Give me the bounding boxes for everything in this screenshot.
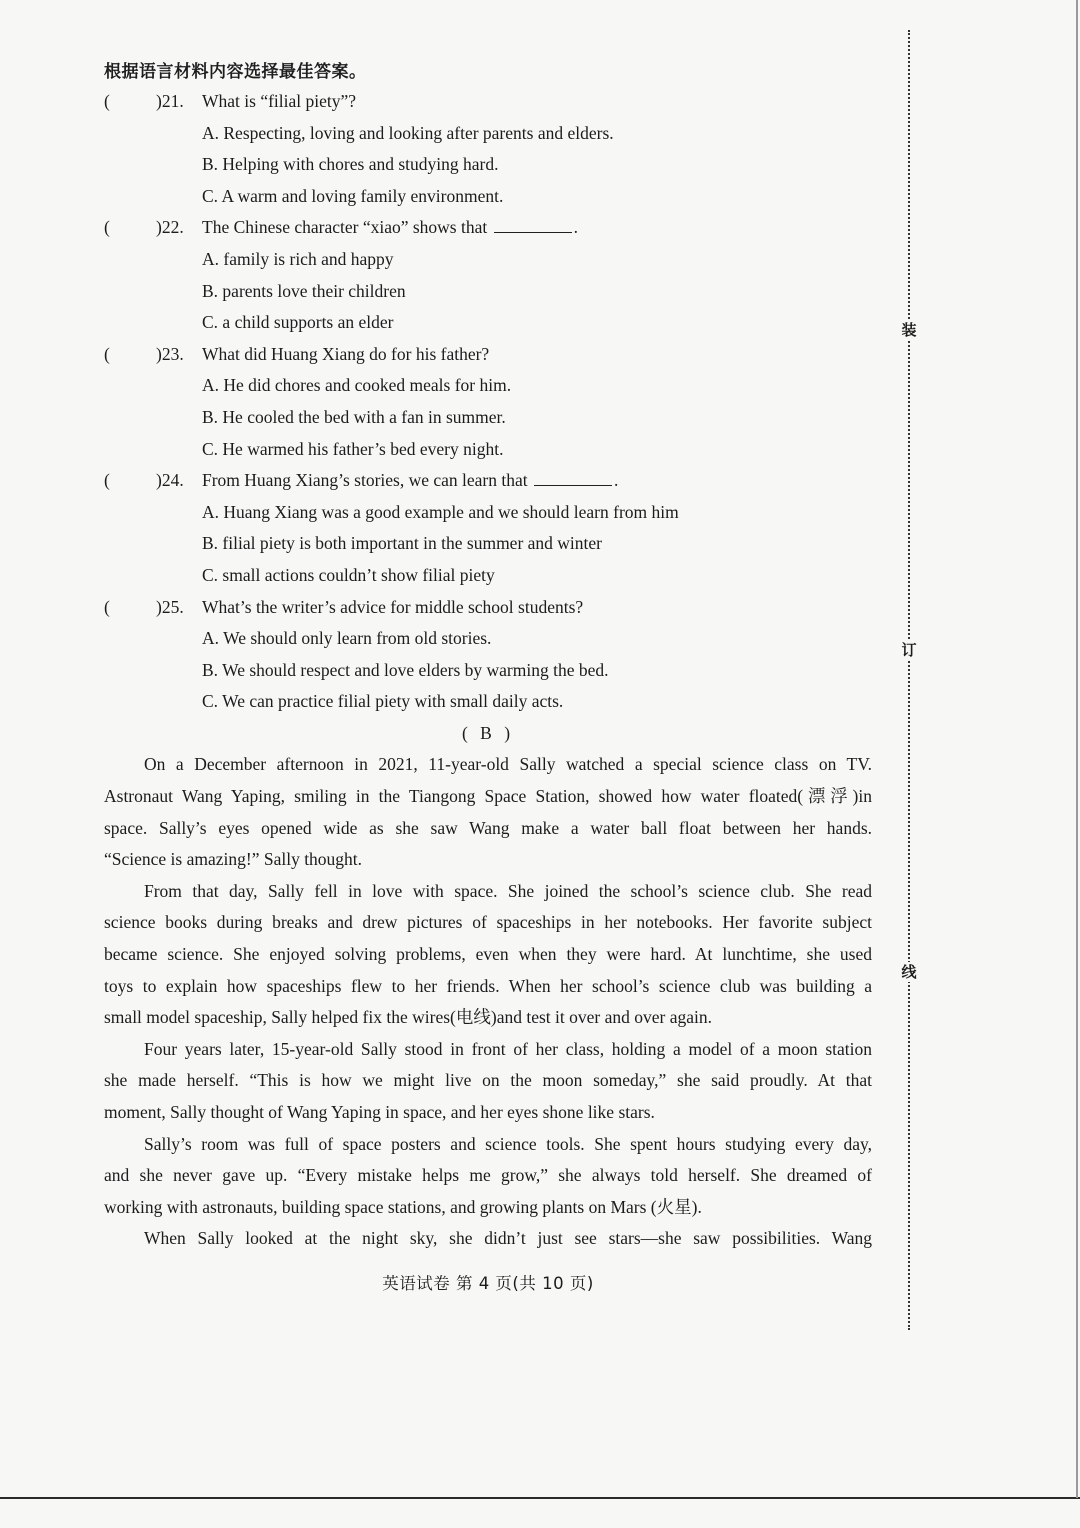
question-stem-row [104, 465, 872, 497]
page-content [104, 58, 872, 1255]
answer-option: C. small actions couldn’t show filial piety [202, 564, 495, 585]
answer-paren-open: ( [104, 596, 110, 617]
answer-option: B. parents love their children [202, 280, 406, 301]
question-stem: The Chinese character “xiao” shows that [202, 217, 488, 238]
passage-line: space. Sally’s eyes opened wide as she saw Wang make a water ball float between her hands. [104, 817, 872, 838]
binding-mark-xian: 线 [901, 963, 917, 981]
passage-paragraph [104, 1223, 872, 1255]
question-stem-row [104, 86, 872, 118]
question-stem-end: . [614, 470, 619, 491]
passage-line: toys to explain how spaceships flew to her friends. When her school’s science club was building a [104, 975, 872, 996]
passage-line: she made herself. “This is how we might live on the moon someday,” she said proudly. At that [104, 1070, 872, 1091]
passage-line: became science. She enjoyed solving problems, even when they were hard. At lunchtime, she used [104, 944, 872, 965]
passage-line: When Sally looked at the night sky, she didn’t just see stars—she saw possibilities. Wang [144, 1228, 872, 1249]
passage-paragraph [104, 1129, 872, 1224]
question-stem: From Huang Xiang’s stories, we can learn that [202, 470, 528, 491]
question-text [202, 592, 583, 624]
question-number: )23. [156, 343, 184, 364]
answer-option: A. He did chores and cooked meals for him. [202, 375, 512, 396]
question-stem-row [104, 592, 872, 624]
question-stem: What did Huang Xiang do for his father? [202, 343, 490, 364]
section-instruction: 根据语言材料内容选择最佳答案。 [104, 62, 367, 82]
question-text [202, 212, 578, 244]
question-stem-row [104, 339, 872, 371]
binding-line [901, 30, 917, 1330]
question-number: )24. [156, 470, 184, 491]
answer-option: B. Helping with chores and studying hard. [202, 154, 499, 175]
passage-paragraph [104, 1034, 872, 1129]
passage-line: small model spaceship, Sally helped fix the wires(电线)and test it over and over again. [104, 1007, 712, 1028]
passage-line: “Science is amazing!” Sally thought. [104, 849, 363, 870]
question-stem: What’s the writer’s advice for middle school students? [202, 596, 584, 617]
answer-option: B. filial piety is both important in the summer and winter [202, 533, 603, 554]
passage-line: From that day, Sally fell in love with space. She joined the school’s science club. She read [144, 880, 872, 901]
passage-line: moment, Sally thought of Wang Yaping in space, and her eyes shone like stars. [104, 1102, 655, 1122]
answer-paren-open: ( [104, 91, 110, 111]
question-number: )25. [156, 596, 184, 617]
section-b-title: ( B ) [461, 722, 515, 743]
passage-paragraph [104, 876, 872, 1034]
question-text [202, 465, 618, 497]
answer-paren-open: ( [104, 470, 110, 491]
binding-dotted-line [908, 30, 910, 1330]
answer-option: C. A warm and loving family environment. [202, 185, 504, 206]
question-text [202, 86, 356, 118]
answer-option: A. Huang Xiang was a good example and we should learn from him [202, 501, 679, 522]
fill-in-blank [534, 470, 612, 486]
passage-line: Sally’s room was full of space posters and science tools. She spent hours studying every day, [144, 1133, 872, 1154]
question-number: )21. [156, 91, 184, 111]
question-text [202, 339, 489, 371]
answer-option: C. He warmed his father’s bed every night. [202, 438, 504, 459]
question-stem-end: . [573, 217, 578, 238]
page-footer: 英语试卷 第 4 页(共 10 页) [382, 1274, 594, 1293]
passage-paragraph [104, 749, 872, 875]
question-number: )22. [156, 217, 184, 238]
passage-line: and she never gave up. “Every mistake helps me grow,” she always told herself. She dreamed of [104, 1165, 872, 1186]
answer-paren-open: ( [104, 343, 110, 364]
binding-mark-ding: 订 [901, 641, 917, 659]
answer-option: A. family is rich and happy [202, 248, 394, 269]
question-list [104, 86, 872, 718]
passage-line: Four years later, 15-year-old Sally stood in front of her class, holding a model of a moon station [144, 1038, 872, 1059]
reading-passage [104, 749, 872, 1255]
passage-line: On a December afternoon in 2021, 11-year-old Sally watched a special science class on TV. [144, 754, 872, 775]
passage-line: science books during breaks and drew pictures of spaceships in her notebooks. Her favorite subject [104, 912, 872, 933]
passage-line: working with astronauts, building space stations, and growing plants on Mars (火星). [104, 1196, 702, 1217]
fill-in-blank [494, 217, 572, 233]
answer-option: C. We can practice filial piety with small daily acts. [202, 691, 564, 712]
question-stem: What is “filial piety”? [202, 91, 357, 111]
question-stem-row [104, 212, 872, 244]
answer-option: A. We should only learn from old stories. [202, 628, 492, 649]
answer-option: A. Respecting, loving and looking after parents and elders. [202, 122, 614, 143]
answer-option: B. We should respect and love elders by warming the bed. [202, 659, 609, 680]
page-bottom-edge [0, 1497, 1080, 1499]
answer-paren-open: ( [104, 217, 110, 238]
answer-option: B. He cooled the bed with a fan in summer. [202, 406, 506, 427]
passage-line: Astronaut Wang Yaping, smiling in the Tiangong Space Station, showed how water floated(漂浮)in [104, 786, 872, 807]
answer-option: C. a child supports an elder [202, 312, 394, 333]
binding-mark-zhuang: 装 [901, 321, 917, 339]
page-right-edge [1076, 0, 1078, 1498]
